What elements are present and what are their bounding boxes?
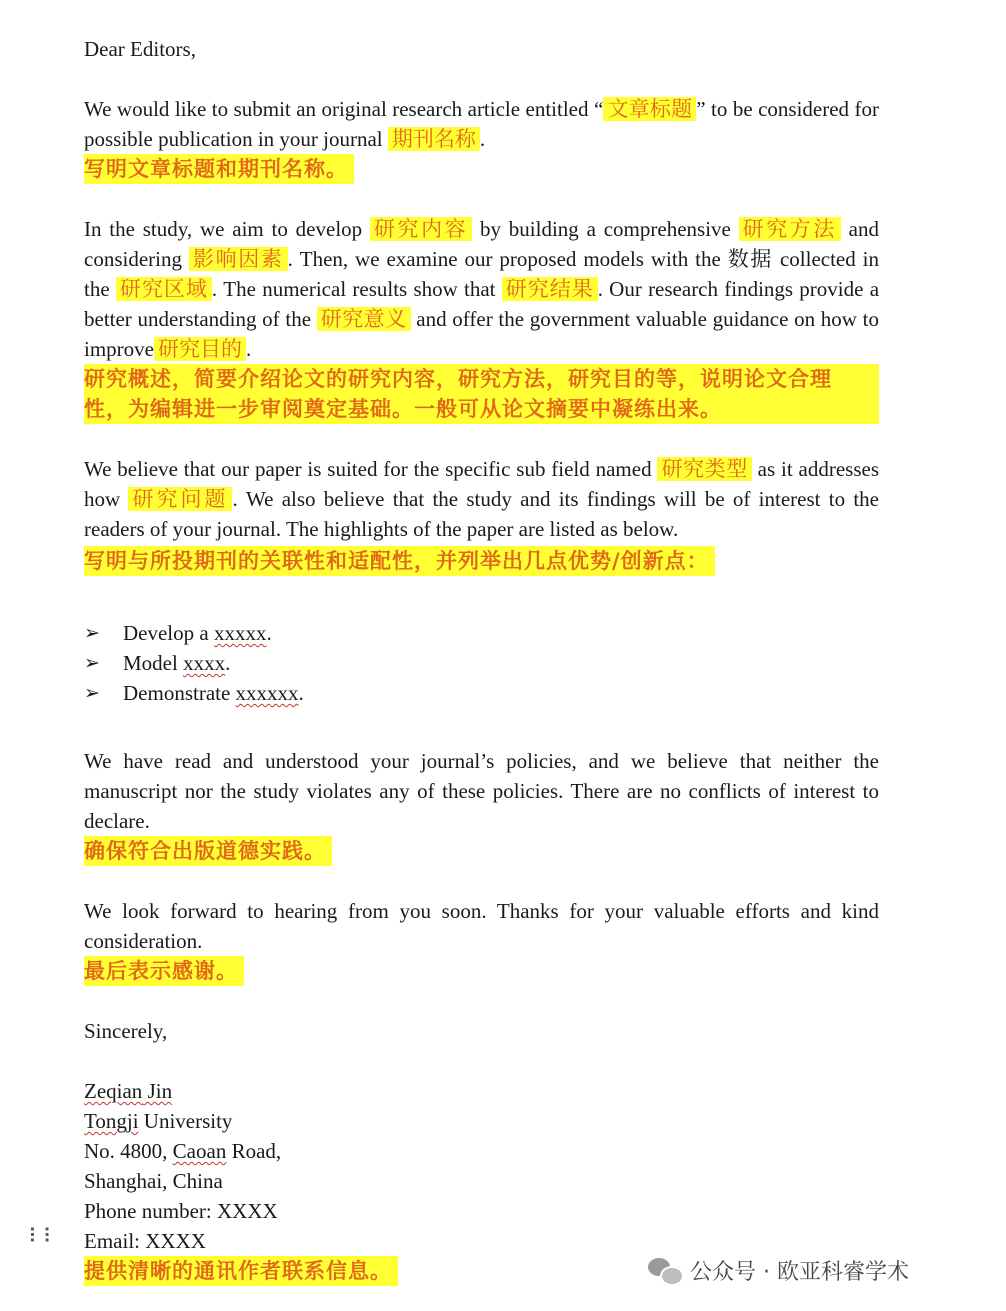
paragraph-study: In the study, we aim to develop 研究内容 by building a comprehensive 研究方法 and considering 影响因素 . Then, we examine our proposed models with the 数据 collected in the 研究区域 . The numerical results show that 研究结果 . Our research findings provide a better understanding of the 研究意义 and offer the government valuable guidance on how to improve 研究目的 . [84,217,880,361]
note-title-journal: 写明文章标题和期刊名称。 [84,154,354,184]
closing: Sincerely, [84,1019,168,1043]
placeholder-purpose: 研究目的 [154,337,246,361]
salutation: Dear Editors, [84,37,196,61]
placeholder-factor: 影响因素 [189,247,288,271]
drag-handle-icon[interactable]: ⠇⠇ [28,1224,58,1248]
cover-letter [84,34,879,1286]
paragraph-thanks: We look forward to hearing from you soon. Thanks for your valuable efforts and kind consideration. [84,899,879,953]
placeholder-result: 研究结果 [502,277,598,301]
placeholder-type: 研究类型 [657,457,751,481]
author-email: Email: XXXX [84,1229,206,1253]
list-item: ➢ Demonstrate xxxxxx. [84,678,879,708]
note-fit-highlights: 写明与所投期刊的关联性和适配性，并列举出几点优势/创新点： [84,546,715,576]
list-item: ➢ Model xxxx. [84,648,879,678]
placeholder-journal-name: 期刊名称 [388,127,480,151]
paragraph-fit: We believe that our paper is suited for the specific sub field named 研究类型 as it addresses how 研究问题 . We also believe that the study and its findings will be of interest to the readers of your journal. The highlights of the paper are listed as below. [84,457,879,541]
author-name: Zeqian Jin [84,1079,173,1103]
placeholder-meaning: 研究意义 [317,307,411,331]
note-contact: 提供清晰的通讯作者联系信息。 [84,1256,398,1286]
placeholder-problem: 研究问题 [128,487,232,511]
highlights-list [84,618,879,708]
placeholder-region: 研究区域 [116,277,212,301]
placeholder-content: 研究内容 [370,217,472,241]
author-city: Shanghai, China [84,1169,223,1193]
wechat-icon [648,1256,682,1286]
watermark [648,1255,909,1286]
list-item: ➢ Develop a xxxxx. [84,618,879,648]
paragraph-policies: We have read and understood your journal’s policies, and we believe that neither the manuscript nor the study violates any of these policies. There are no conflicts of interest to declare. [84,749,879,833]
arrow-bullet-icon: ➢ [84,682,100,704]
author-address: No. 4800, Caoan Road, [84,1139,282,1163]
note-thanks: 最后表示感谢。 [84,956,244,986]
note-ethics: 确保符合出版道德实践。 [84,836,332,866]
placeholder-article-title: 文章标题 [603,97,696,121]
placeholder-method: 研究方法 [739,217,841,241]
arrow-bullet-icon: ➢ [84,652,100,674]
arrow-bullet-icon: ➢ [84,622,100,644]
author-affiliation: Tongji University [84,1109,233,1133]
note-study-overview: 研究概述，简要介绍论文的研究内容，研究方法，研究目的等，说明论文合理性，为编辑进一步审阅奠定基础。一般可从论文摘要中凝练出来。 [84,364,879,424]
paragraph-submission: We would like to submit an original research article entitled “ 文章标题 ” to be considered for possible publication in your journal 期刊名称 . [84,97,879,151]
watermark-text: 公众号 · 欧亚科睿学术 [690,1260,909,1285]
author-phone: Phone number: XXXX [84,1199,278,1223]
